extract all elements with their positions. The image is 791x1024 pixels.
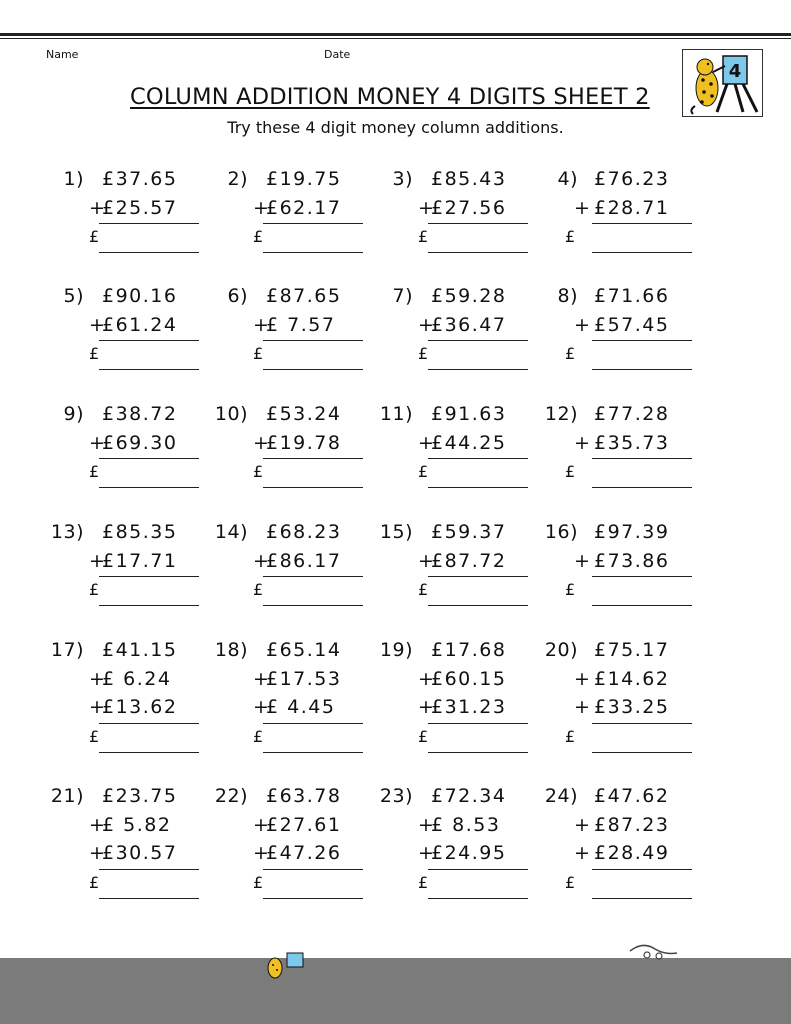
amount: £77.28 <box>594 403 670 425</box>
amount: £35.73 <box>594 431 670 454</box>
sum-rule <box>263 723 363 724</box>
answer-pound-sign: £ <box>565 726 576 746</box>
amount: £24.95 <box>431 842 507 864</box>
amount: £90.16 <box>102 285 178 307</box>
addend-first <box>42 285 212 313</box>
answer-line <box>592 752 692 753</box>
answer-pound-sign: £ <box>89 227 100 246</box>
answer-pound-sign: £ <box>565 462 576 481</box>
answer-pound-sign: £ <box>418 872 429 892</box>
addend-first <box>371 285 541 313</box>
plus-sign: + <box>253 813 271 836</box>
addend <box>42 814 212 842</box>
footer-bar <box>0 958 791 1024</box>
plus-sign: + <box>89 313 107 336</box>
sum-rule <box>428 723 528 724</box>
addend-first <box>206 168 376 196</box>
sum-rule <box>428 869 528 870</box>
amount: £17.68 <box>431 639 507 661</box>
addend-first <box>536 639 706 667</box>
addend <box>371 842 541 870</box>
problem-number: 21) <box>50 785 84 807</box>
problem-number: 10) <box>214 403 248 425</box>
amount: £30.57 <box>102 842 178 864</box>
amount: £ 7.57 <box>266 313 336 336</box>
addend <box>536 550 706 578</box>
addend-first <box>42 168 212 196</box>
amount: £ 4.45 <box>266 696 336 718</box>
addend <box>42 197 212 225</box>
sum-rule <box>428 576 528 577</box>
amount: £97.39 <box>594 521 670 543</box>
addend <box>371 550 541 578</box>
addend-first <box>371 639 541 667</box>
plus-sign: + <box>89 696 107 718</box>
addend-first <box>206 403 376 431</box>
page-title: COLUMN ADDITION MONEY 4 DIGITS SHEET 2 <box>130 84 650 110</box>
sum-rule <box>263 576 363 577</box>
sum-rule <box>99 458 199 459</box>
amount: £65.14 <box>266 639 342 661</box>
problem-number: 12) <box>544 403 578 425</box>
addend <box>536 814 706 842</box>
addend-first <box>42 403 212 431</box>
plus-sign: + <box>253 696 271 718</box>
amount: £37.65 <box>102 168 178 190</box>
amount: £28.49 <box>594 842 670 864</box>
answer-pound-sign: £ <box>253 462 264 481</box>
amount: £33.25 <box>594 696 670 718</box>
sum-rule <box>428 340 528 341</box>
problem-number: 23) <box>379 785 413 807</box>
sum-rule <box>592 869 692 870</box>
addend-first <box>206 639 376 667</box>
amount: £61.24 <box>102 313 178 336</box>
answer-line <box>592 898 692 899</box>
page-subtitle: Try these 4 digit money column additions. <box>227 118 564 137</box>
amount: £ 5.82 <box>102 813 172 836</box>
sum-rule <box>99 576 199 577</box>
answer-line <box>263 752 363 753</box>
amount: £85.43 <box>431 168 507 190</box>
answer-pound-sign: £ <box>565 227 576 246</box>
answer-pound-sign: £ <box>418 580 429 599</box>
plus-sign: + <box>89 431 107 454</box>
answer-line <box>263 898 363 899</box>
logo <box>682 49 763 117</box>
amount: £25.57 <box>102 196 178 219</box>
amount: £47.26 <box>266 842 342 864</box>
addend <box>42 696 212 724</box>
addend-first <box>371 168 541 196</box>
problem-number: 5) <box>63 285 84 307</box>
answer-line <box>428 752 528 753</box>
sum-rule <box>592 340 692 341</box>
plus-sign: + <box>418 842 436 864</box>
amount: £85.35 <box>102 521 178 543</box>
answer-line <box>592 252 692 253</box>
answer-pound-sign: £ <box>418 462 429 481</box>
addend <box>206 668 376 696</box>
amount: £76.23 <box>594 168 670 190</box>
addend <box>536 314 706 342</box>
addend-first <box>536 168 706 196</box>
answer-line <box>263 252 363 253</box>
plus-sign: + <box>253 842 271 864</box>
addend <box>371 668 541 696</box>
amount: £23.75 <box>102 785 178 807</box>
plus-sign: + <box>574 196 592 219</box>
answer-line <box>428 252 528 253</box>
addend <box>206 814 376 842</box>
plus-sign: + <box>418 196 436 219</box>
addend <box>371 696 541 724</box>
problem-number: 11) <box>379 403 413 425</box>
addend-first <box>536 285 706 313</box>
problem-number: 24) <box>544 785 578 807</box>
addend-first <box>371 785 541 813</box>
addend-first <box>42 521 212 549</box>
plus-sign: + <box>89 196 107 219</box>
sum-rule <box>592 723 692 724</box>
addend-first <box>206 785 376 813</box>
addend <box>536 696 706 724</box>
answer-line <box>263 487 363 488</box>
plus-sign: + <box>89 842 107 864</box>
problem-number: 3) <box>392 168 413 190</box>
addend <box>42 314 212 342</box>
amount: £17.53 <box>266 667 342 690</box>
addend <box>536 842 706 870</box>
addend <box>536 432 706 460</box>
amount: £38.72 <box>102 403 178 425</box>
addend <box>536 668 706 696</box>
plus-sign: + <box>89 549 107 572</box>
addend-first <box>371 403 541 431</box>
sum-rule <box>428 223 528 224</box>
amount: £36.47 <box>431 313 507 336</box>
footer-leopard-icon <box>263 950 313 980</box>
plus-sign: + <box>89 813 107 836</box>
amount: £71.66 <box>594 285 670 307</box>
amount: £59.37 <box>431 521 507 543</box>
addend-first <box>536 785 706 813</box>
problem-number: 19) <box>379 639 413 661</box>
plus-sign: + <box>418 696 436 718</box>
amount: £68.23 <box>266 521 342 543</box>
sum-rule <box>592 223 692 224</box>
plus-sign: + <box>253 667 271 690</box>
answer-line <box>99 898 199 899</box>
answer-line <box>592 605 692 606</box>
amount: £31.23 <box>431 696 507 718</box>
addend-first <box>536 403 706 431</box>
answer-pound-sign: £ <box>565 344 576 363</box>
sum-rule <box>263 223 363 224</box>
plus-sign: + <box>418 549 436 572</box>
plus-sign: + <box>253 431 271 454</box>
addend <box>371 432 541 460</box>
plus-sign: + <box>574 549 592 572</box>
addend <box>42 668 212 696</box>
addend <box>371 197 541 225</box>
plus-sign: + <box>253 313 271 336</box>
amount: £ 8.53 <box>431 813 501 836</box>
plus-sign: + <box>574 313 592 336</box>
addend-first <box>206 521 376 549</box>
problem-number: 22) <box>214 785 248 807</box>
amount: £27.61 <box>266 813 342 836</box>
date-label: Date <box>324 48 351 61</box>
addend <box>371 314 541 342</box>
answer-line <box>99 487 199 488</box>
sum-rule <box>99 723 199 724</box>
answer-line <box>99 252 199 253</box>
amount: £14.62 <box>594 667 670 690</box>
answer-pound-sign: £ <box>89 344 100 363</box>
amount: £91.63 <box>431 403 507 425</box>
answer-pound-sign: £ <box>89 872 100 892</box>
plus-sign: + <box>418 813 436 836</box>
answer-line <box>428 369 528 370</box>
amount: £87.23 <box>594 813 670 836</box>
plus-sign: + <box>574 696 592 718</box>
plus-sign: + <box>418 431 436 454</box>
amount: £72.34 <box>431 785 507 807</box>
problem-number: 15) <box>379 521 413 543</box>
problem-number: 9) <box>63 403 84 425</box>
addend <box>206 432 376 460</box>
answer-pound-sign: £ <box>418 344 429 363</box>
problem-number: 8) <box>557 285 578 307</box>
addend <box>536 197 706 225</box>
amount: £13.62 <box>102 696 178 718</box>
problem-number: 4) <box>557 168 578 190</box>
sum-rule <box>99 869 199 870</box>
sum-rule <box>592 576 692 577</box>
problem-number: 16) <box>544 521 578 543</box>
addend-first <box>42 785 212 813</box>
sum-rule <box>263 458 363 459</box>
amount: £60.15 <box>431 667 507 690</box>
addend <box>42 842 212 870</box>
leopard-easel-icon <box>683 50 762 116</box>
plus-sign: + <box>418 667 436 690</box>
problem-number: 2) <box>227 168 248 190</box>
answer-line <box>263 369 363 370</box>
answer-pound-sign: £ <box>253 344 264 363</box>
plus-sign: + <box>574 813 592 836</box>
problem-number: 18) <box>214 639 248 661</box>
amount: £41.15 <box>102 639 178 661</box>
amount: £69.30 <box>102 431 178 454</box>
amount: £19.75 <box>266 168 342 190</box>
problem-number: 13) <box>50 521 84 543</box>
answer-line <box>592 487 692 488</box>
answer-pound-sign: £ <box>89 726 100 746</box>
amount: £73.86 <box>594 549 670 572</box>
addend <box>206 550 376 578</box>
plus-sign: + <box>89 667 107 690</box>
sum-rule <box>263 869 363 870</box>
amount: £87.65 <box>266 285 342 307</box>
amount: £57.45 <box>594 313 670 336</box>
plus-sign: + <box>574 667 592 690</box>
header-rule-thick <box>0 33 791 36</box>
header-rule-thin <box>0 38 791 39</box>
name-label: Name <box>46 48 79 61</box>
amount: £17.71 <box>102 549 178 572</box>
answer-line <box>99 605 199 606</box>
amount: £47.62 <box>594 785 670 807</box>
logo-badge: 4 <box>728 61 742 82</box>
addend-first <box>371 521 541 549</box>
problem-number: 1) <box>63 168 84 190</box>
amount: £62.17 <box>266 196 342 219</box>
answer-pound-sign: £ <box>253 872 264 892</box>
sum-rule <box>592 458 692 459</box>
answer-pound-sign: £ <box>253 580 264 599</box>
answer-pound-sign: £ <box>253 227 264 246</box>
addend <box>206 314 376 342</box>
problem-number: 20) <box>544 639 578 661</box>
addend <box>42 550 212 578</box>
answer-line <box>428 487 528 488</box>
amount: £53.24 <box>266 403 342 425</box>
answer-pound-sign: £ <box>89 462 100 481</box>
problem-number: 14) <box>214 521 248 543</box>
addend-first <box>42 639 212 667</box>
amount: £ 6.24 <box>102 667 172 690</box>
footer-paw-icon <box>625 941 680 966</box>
addend <box>371 814 541 842</box>
amount: £28.71 <box>594 196 670 219</box>
sum-rule <box>263 340 363 341</box>
answer-line <box>263 605 363 606</box>
plus-sign: + <box>253 196 271 219</box>
amount: £86.17 <box>266 549 342 572</box>
addend <box>206 842 376 870</box>
answer-line <box>428 605 528 606</box>
amount: £75.17 <box>594 639 670 661</box>
answer-line <box>99 752 199 753</box>
addend <box>206 197 376 225</box>
answer-pound-sign: £ <box>418 227 429 246</box>
answer-line <box>99 369 199 370</box>
sum-rule <box>99 223 199 224</box>
amount: £44.25 <box>431 431 507 454</box>
answer-pound-sign: £ <box>253 726 264 746</box>
amount: £87.72 <box>431 549 507 572</box>
plus-sign: + <box>253 549 271 572</box>
plus-sign: + <box>418 313 436 336</box>
answer-line <box>592 369 692 370</box>
answer-pound-sign: £ <box>89 580 100 599</box>
addend-first <box>536 521 706 549</box>
answer-pound-sign: £ <box>565 872 576 892</box>
amount: £59.28 <box>431 285 507 307</box>
problem-number: 6) <box>227 285 248 307</box>
addend <box>206 696 376 724</box>
addend <box>42 432 212 460</box>
answer-pound-sign: £ <box>565 580 576 599</box>
addend-first <box>206 285 376 313</box>
sum-rule <box>428 458 528 459</box>
plus-sign: + <box>574 842 592 864</box>
plus-sign: + <box>574 431 592 454</box>
amount: £19.78 <box>266 431 342 454</box>
answer-pound-sign: £ <box>418 726 429 746</box>
amount: £63.78 <box>266 785 342 807</box>
problem-number: 17) <box>50 639 84 661</box>
answer-line <box>428 898 528 899</box>
sum-rule <box>99 340 199 341</box>
amount: £27.56 <box>431 196 507 219</box>
problem-number: 7) <box>392 285 413 307</box>
